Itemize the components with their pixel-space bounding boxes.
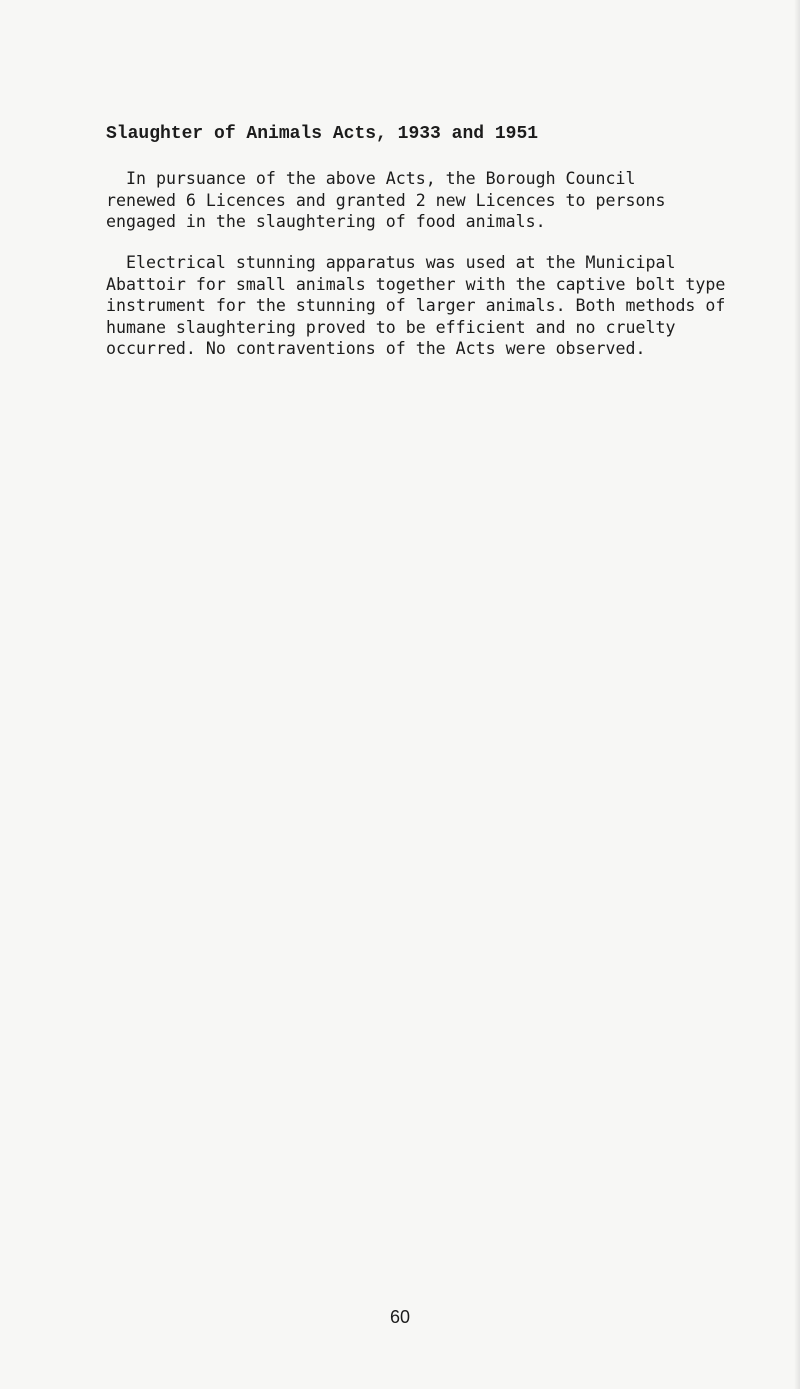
page-number: 60: [389, 1307, 411, 1327]
paragraph-line: Electrical stunning apparatus was used at the Municipal: [106, 253, 676, 272]
paragraph-line: renewed 6 Licences and granted 2 new Licences to persons: [106, 190, 666, 210]
paragraph-licences: [106, 168, 796, 233]
page-edge-shadow: [794, 0, 800, 1389]
section-heading: Slaughter of Animals Acts, 1933 and 1951: [106, 124, 539, 144]
paragraph-line: engaged in the slaughtering of food animals.: [106, 212, 546, 231]
paragraph-line: instrument for the stunning of larger animals. Both methods of: [106, 296, 726, 315]
paragraph-line: In pursuance of the above Acts, the Borough Council: [106, 169, 636, 188]
paragraph-line: occurred. No contraventions of the Acts were observed.: [106, 339, 646, 358]
paragraph-line: humane slaughtering proved to be efficient and no cruelty: [106, 317, 676, 337]
paragraph-line: Abattoir for small animals together with the captive bolt type: [106, 274, 726, 294]
paragraph-stunning: [106, 252, 796, 360]
